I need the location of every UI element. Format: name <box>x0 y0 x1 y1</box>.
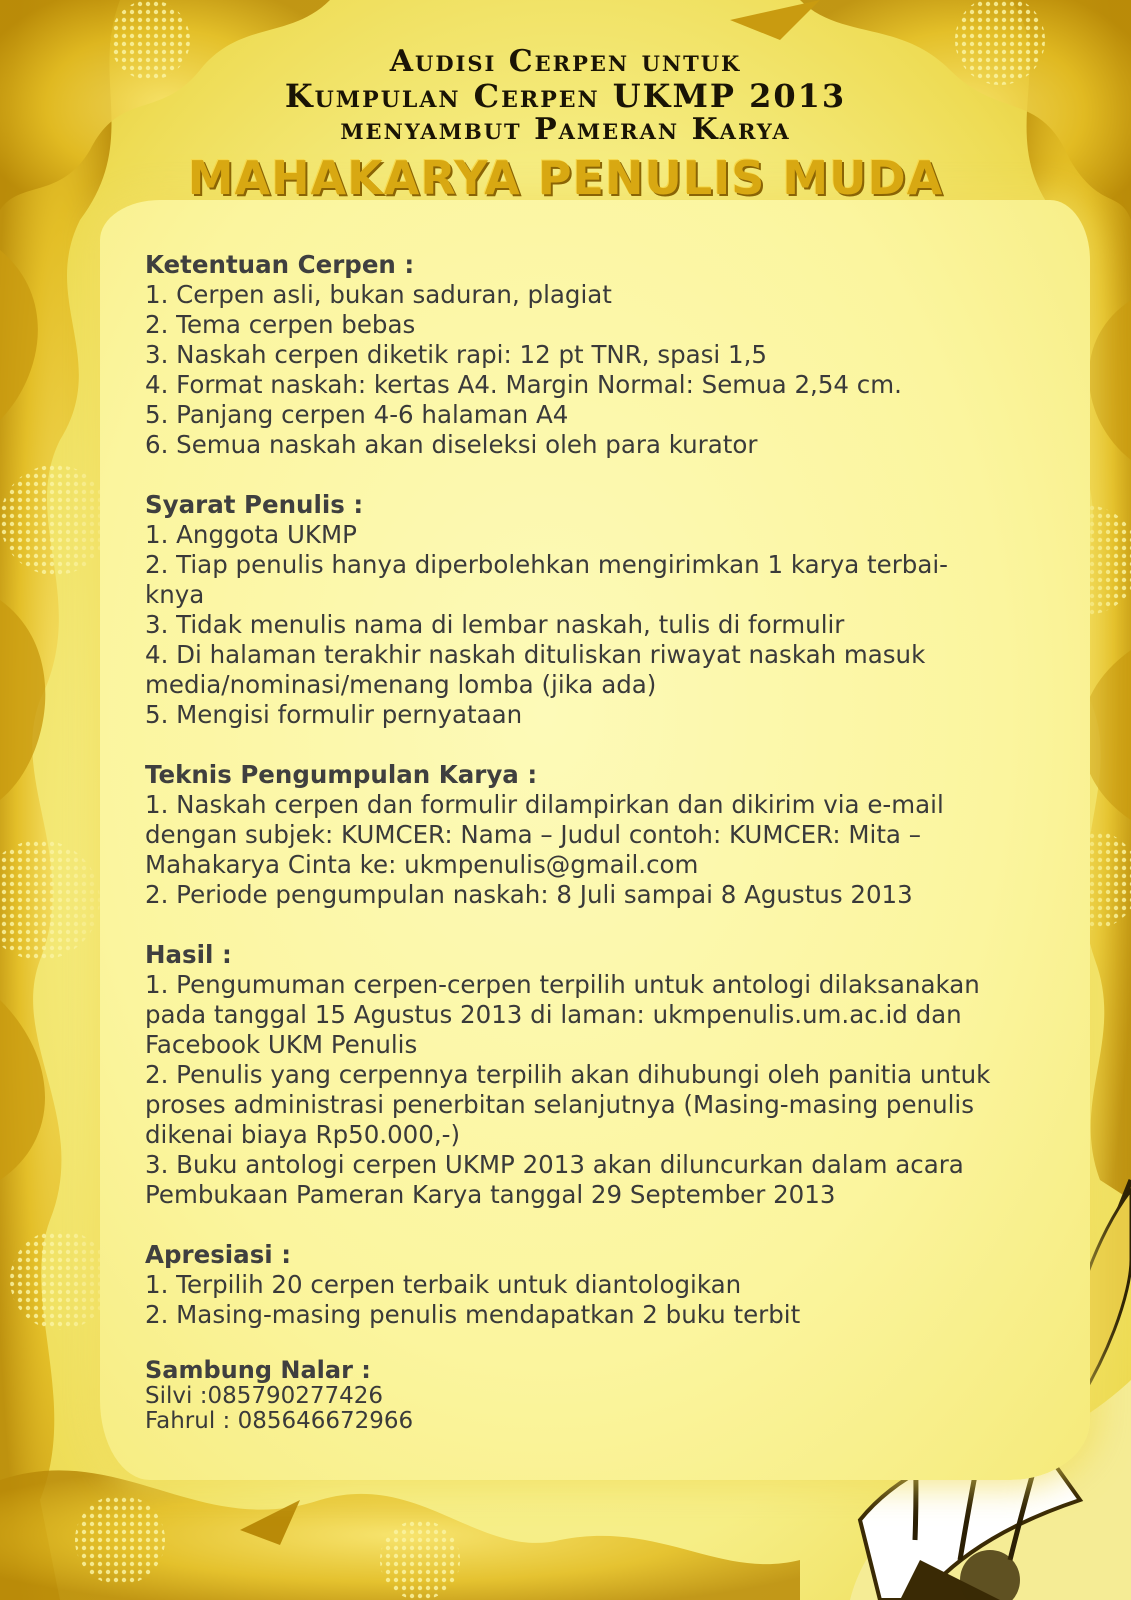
section-apresiasi <box>145 1240 1025 1330</box>
section-teknis <box>145 760 1025 910</box>
list-item: 5. Panjang cerpen 4-6 halaman A4 <box>145 400 569 429</box>
section-ketentuan <box>145 250 1025 460</box>
list-item: 4. Format naskah: kertas A4. Margin Normal: Semua 2,54 cm. <box>145 370 902 399</box>
list-item: 1. Cerpen asli, bukan saduran, plagiat <box>145 280 612 309</box>
section-title: Hasil : <box>145 940 232 969</box>
section-syarat <box>145 490 1025 730</box>
list-item: 2. Periode pengumpulan naskah: 8 Juli sampai 8 Agustus 2013 <box>145 880 913 909</box>
section-title: Ketentuan Cerpen : <box>145 250 415 279</box>
list-item: 3. Tidak menulis nama di lembar naskah, tulis di formulir <box>145 610 845 639</box>
list-item: 1. Terpilih 20 cerpen terbaik untuk diantologikan <box>145 1270 742 1299</box>
list-item: 1. Pengumuman cerpen-cerpen terpilih untuk antologi dilaksanakan <box>145 970 980 999</box>
spacer <box>145 910 1025 940</box>
list-item: 2. Masing-masing penulis mendapatkan 2 buku terbit <box>145 1300 801 1329</box>
section-title: Syarat Penulis : <box>145 490 364 519</box>
list-item: 1. Naskah cerpen dan formulir dilampirkan dan dikirim via e-mail <box>145 790 944 819</box>
spacer <box>145 1210 1025 1240</box>
header-line-1: Audisi Cerpen untuk <box>389 44 742 79</box>
list-item: media/nominasi/menang lomba (jika ada) <box>145 670 657 699</box>
list-item: knya <box>145 580 205 609</box>
list-item: pada tanggal 15 Agustus 2013 di laman: ukmpenulis.um.ac.id dan <box>145 1000 962 1029</box>
list-item: 3. Buku antologi cerpen UKMP 2013 akan diluncurkan dalam acara <box>145 1150 964 1179</box>
list-item: dikenai biaya Rp50.000,-) <box>145 1120 461 1149</box>
section-hasil <box>145 940 1025 1210</box>
spacer <box>145 1330 1025 1356</box>
contact-fahrul: Fahrul : 085646672966 <box>145 1408 414 1434</box>
poster-content <box>145 250 1025 1434</box>
section-title: Teknis Pengumpulan Karya : <box>145 760 538 789</box>
section-title: Apresiasi : <box>145 1240 292 1269</box>
list-item: dengan subjek: KUMCER: Nama – Judul contoh: KUMCER: Mita – <box>145 820 921 849</box>
list-item: Facebook UKM Penulis <box>145 1030 418 1059</box>
list-item: 4. Di halaman terakhir naskah dituliskan riwayat naskah masuk <box>145 640 926 669</box>
list-item: 1. Anggota UKMP <box>145 520 357 549</box>
section-kontak <box>145 1356 1025 1434</box>
brand-title: MAHAKARYA PENULIS MUDA <box>187 151 944 205</box>
contact-silvi: Silvi :085790277426 <box>145 1383 384 1409</box>
header-line-3: menyambut Pameran Karya <box>340 112 791 147</box>
list-item: 3. Naskah cerpen diketik rapi: 12 pt TNR, spasi 1,5 <box>145 340 767 369</box>
list-item: Pembukaan Pameran Karya tanggal 29 September 2013 <box>145 1180 836 1209</box>
list-item: Mahakarya Cinta ke: ukmpenulis@gmail.com <box>145 850 699 879</box>
poster-header <box>0 45 1131 205</box>
list-item: 5. Mengisi formulir pernyataan <box>145 700 523 729</box>
section-title: Sambung Nalar : <box>145 1356 371 1384</box>
list-item: 6. Semua naskah akan diseleksi oleh para kurator <box>145 430 758 459</box>
list-item: proses administrasi penerbitan selanjutnya (Masing-masing penulis <box>145 1090 974 1119</box>
spacer <box>145 730 1025 760</box>
list-item: 2. Penulis yang cerpennya terpilih akan dihubungi oleh panitia untuk <box>145 1060 991 1089</box>
list-item: 2. Tema cerpen bebas <box>145 310 416 339</box>
list-item: 2. Tiap penulis hanya diperbolehkan mengirimkan 1 karya terbai- <box>145 550 948 579</box>
spacer <box>145 460 1025 490</box>
header-line-2: Kumpulan Cerpen UKMP 2013 <box>284 77 847 115</box>
